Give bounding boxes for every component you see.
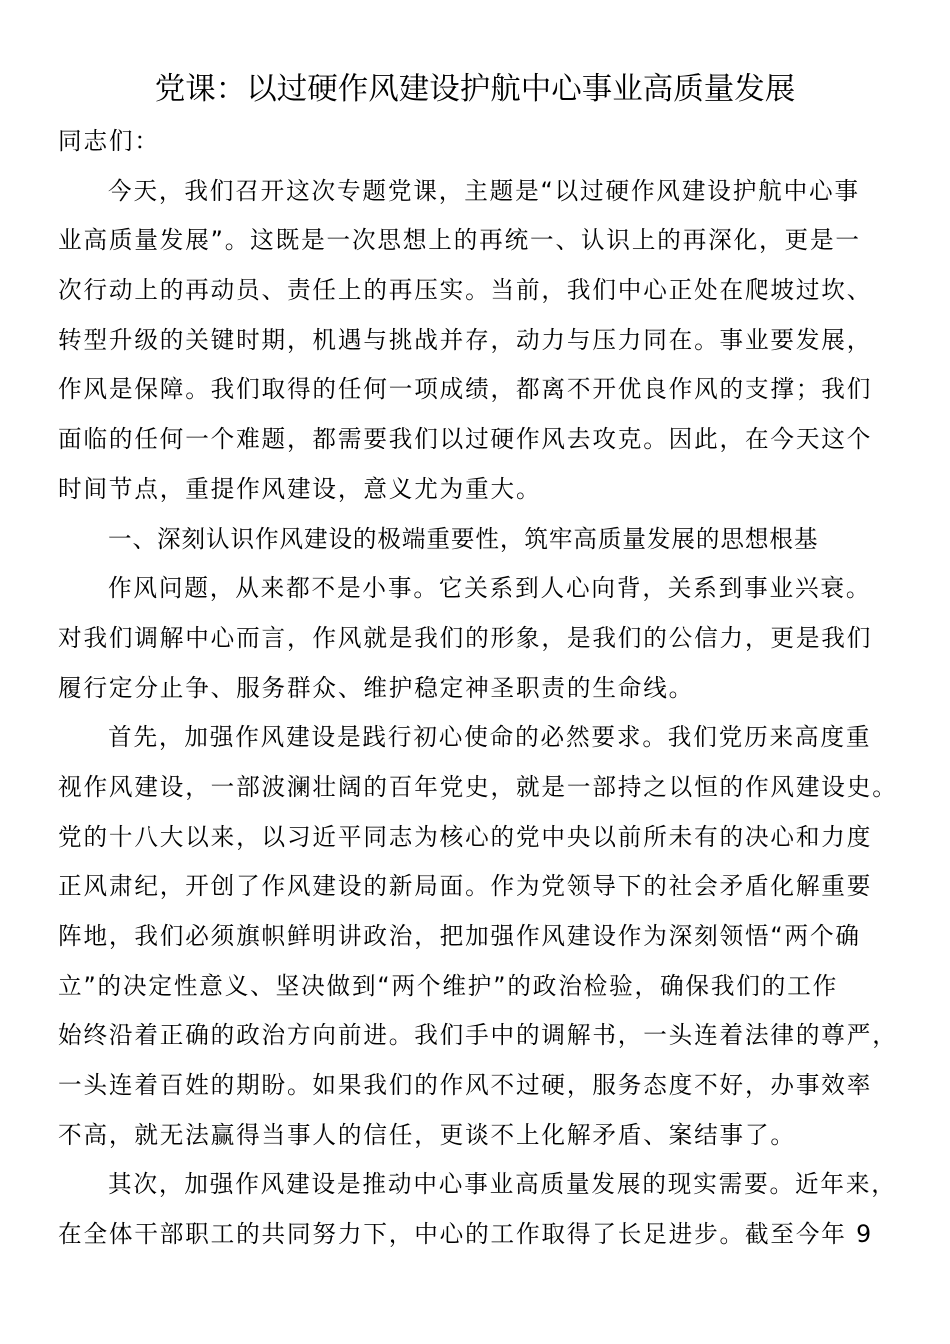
section-heading: 一、深刻认识作风建设的极端重要性，筑牢高质量发展的思想根基 [108,524,819,553]
text-line: 今天，我们召开这次专题党课，主题是“以过硬作风建设护航中心事 [108,176,860,205]
text-line: 视作风建设，一部波澜壮阔的百年党史，就是一部持之以恒的作风建设史。 [58,772,898,801]
text-line: 党的十八大以来，以习近平同志为核心的党中央以前所未有的决心和力度 [58,822,873,851]
text-line: 正风肃纪，开创了作风建设的新局面。作为党领导下的社会矛盾化解重要 [58,872,873,901]
text-line: 一头连着百姓的期盼。如果我们的作风不过硬，服务态度不好，办事效率 [58,1071,873,1100]
document-title: 党课：以过硬作风建设护航中心事业高质量发展 [154,72,796,107]
text-line: 时间节点，重提作风建设，意义尤为重大。 [58,474,542,503]
text-line: 次行动上的再动员、责任上的再压实。当前，我们中心正处在爬坡过坎、 [58,276,873,305]
text-line: 立”的决定性意义、坚决做到“两个维护”的政治检验，确保我们的工作 [58,971,839,1000]
text-line: 作风是保障。我们取得的任何一项成绩，都离不开优良作风的支撑；我们 [58,375,873,404]
text-line: 其次，加强作风建设是推动中心事业高质量发展的现实需要。近年来， [108,1170,897,1199]
text-line: 不高，就无法赢得当事人的信任，更谈不上化解矛盾、案结事了。 [58,1120,796,1149]
text-line: 面临的任何一个难题，都需要我们以过硬作风去攻克。因此，在今天这个 [58,425,873,454]
text-line: 作风问题，从来都不是小事。它关系到人心向背，关系到事业兴衰。 [108,574,872,603]
salutation: 同志们： [58,127,160,155]
text-line: 首先，加强作风建设是践行初心使命的必然要求。我们党历来高度重 [108,723,872,752]
document-body [58,117,898,1260]
text-line: 业高质量发展”。这既是一次思想上的再统一、认识上的再深化，更是一 [58,226,861,255]
text-line: 阵地，我们必须旗帜鲜明讲政治，把加强作风建设作为深刻领悟“两个确 [58,922,861,950]
text-line: 转型升级的关键时期，机遇与挑战并存，动力与压力同在。事业要发展， [58,325,873,354]
text-line: 始终沿着正确的政治方向前进。我们手中的调解书，一头连着法律的尊严， [58,1021,898,1050]
text-line: 履行定分止争、服务群众、维护稳定神圣职责的生命线。 [58,673,695,702]
text-line: 在全体干部职工的共同努力下，中心的工作取得了长足进步。截至今年 9 [58,1220,873,1249]
text-line: 对我们调解中心而言，作风就是我们的形象，是我们的公信力，更是我们 [58,623,873,652]
